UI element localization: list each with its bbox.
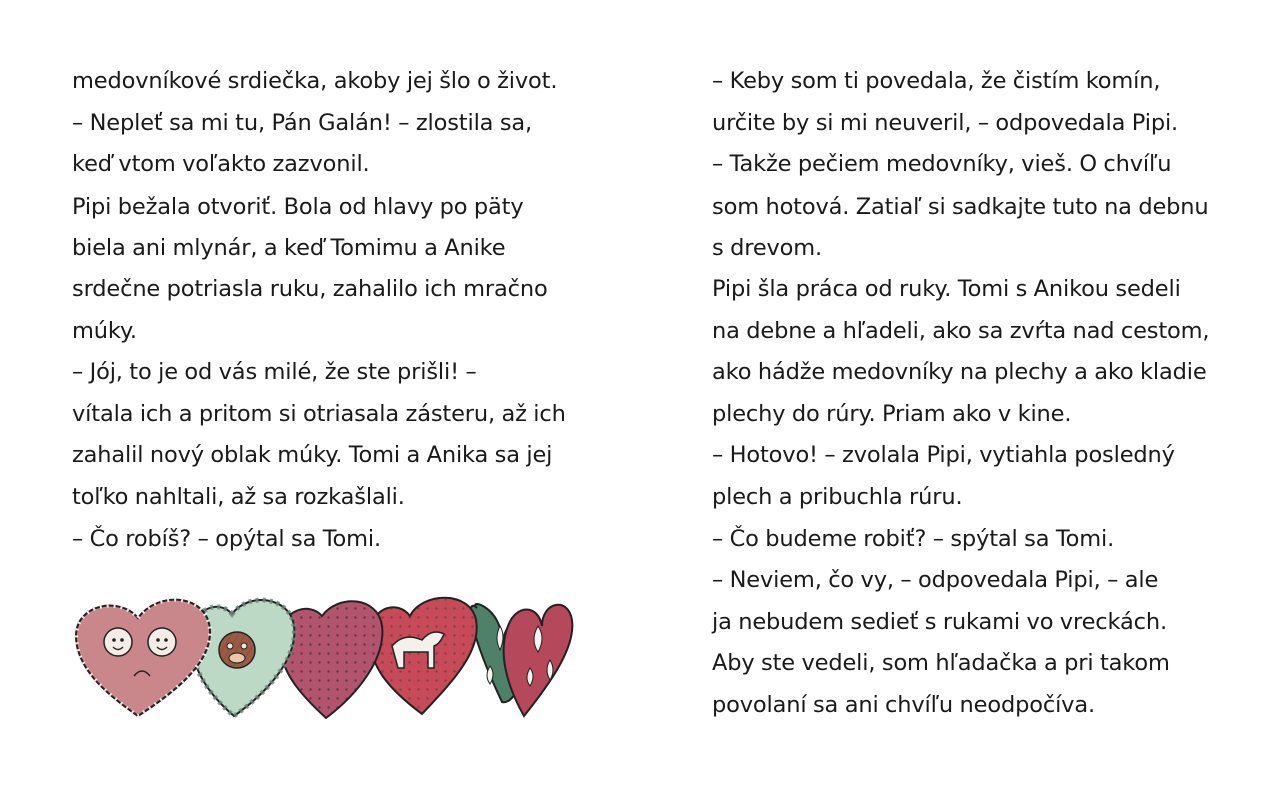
text-line: povolaní sa ani chvíľu neodpočíva. [712, 692, 1095, 718]
text-line: – Nepleť sa mi tu, Pán Galán! – zlostila sa, [72, 110, 533, 136]
text-line: – Jój, to je od vás milé, že ste prišli! – [72, 359, 477, 385]
text-line: – Takže pečiem medovníky, vieš. O chvíľu [712, 151, 1172, 177]
text-line: múky. [72, 318, 137, 344]
text-line: – Hotovo! – zvolala Pipi, vytiahla posledný [712, 442, 1175, 468]
text-line: toľko nahltali, až sa rozkašlali. [72, 484, 405, 510]
text-line: zahalil nový oblak múky. Tomi a Anika sa jej [72, 442, 553, 468]
text-line: vítala ich a pritom si otriasala zásteru, až ich [72, 401, 566, 427]
text-line: ako hádže medovníky na plechy a ako kladie [712, 359, 1207, 385]
text-line: ja nebudem sedieť s rukami vo vreckách. [712, 609, 1167, 635]
text-line: plechy do rúry. Priam ako v kine. [712, 401, 1072, 427]
text-line: som hotová. Zatiaľ si sadkajte tuto na debnu [712, 194, 1209, 220]
text-line: plech a pribuchla rúru. [712, 484, 963, 510]
text-line: Aby ste vedeli, som hľadačka a pri takom [712, 650, 1170, 676]
right-page [640, 0, 1280, 800]
text-line: srdečne potriasla ruku, zahalilo ich mračno [72, 276, 548, 302]
text-line: Pipi šla práca od ruky. Tomi s Anikou sedeli [712, 276, 1181, 302]
heart-icon [76, 600, 210, 716]
text-line: Pipi bežala otvoriť. Bola od hlavy po päty [72, 194, 524, 220]
text-line: na debne a hľadeli, ako sa zvŕta nad cestom, [712, 318, 1210, 344]
text-line: keď vtom voľakto zazvonil. [72, 151, 370, 177]
text-line: biela ani mlynár, a keď Tomimu a Anike [72, 235, 506, 261]
heart-icon [504, 605, 573, 716]
text-line: určite by si mi neuveril, – odpovedala Pipi. [712, 110, 1179, 136]
heart-icon [280, 601, 383, 718]
heart-icon [370, 598, 477, 714]
text-line: – Neviem, čo vy, – odpovedala Pipi, – ale [712, 567, 1159, 593]
text-line: – Čo budeme robiť? – spýtal sa Tomi. [712, 526, 1115, 552]
text-line: medovníkové srdiečka, akoby jej šlo o život. [72, 68, 558, 94]
text-line: – Čo robíš? – opýtal sa Tomi. [72, 526, 382, 552]
text-line: s drevom. [712, 235, 823, 261]
gingerbread-hearts-illustration [72, 586, 574, 726]
text-line: – Keby som ti povedala, že čistím komín, [712, 68, 1161, 94]
